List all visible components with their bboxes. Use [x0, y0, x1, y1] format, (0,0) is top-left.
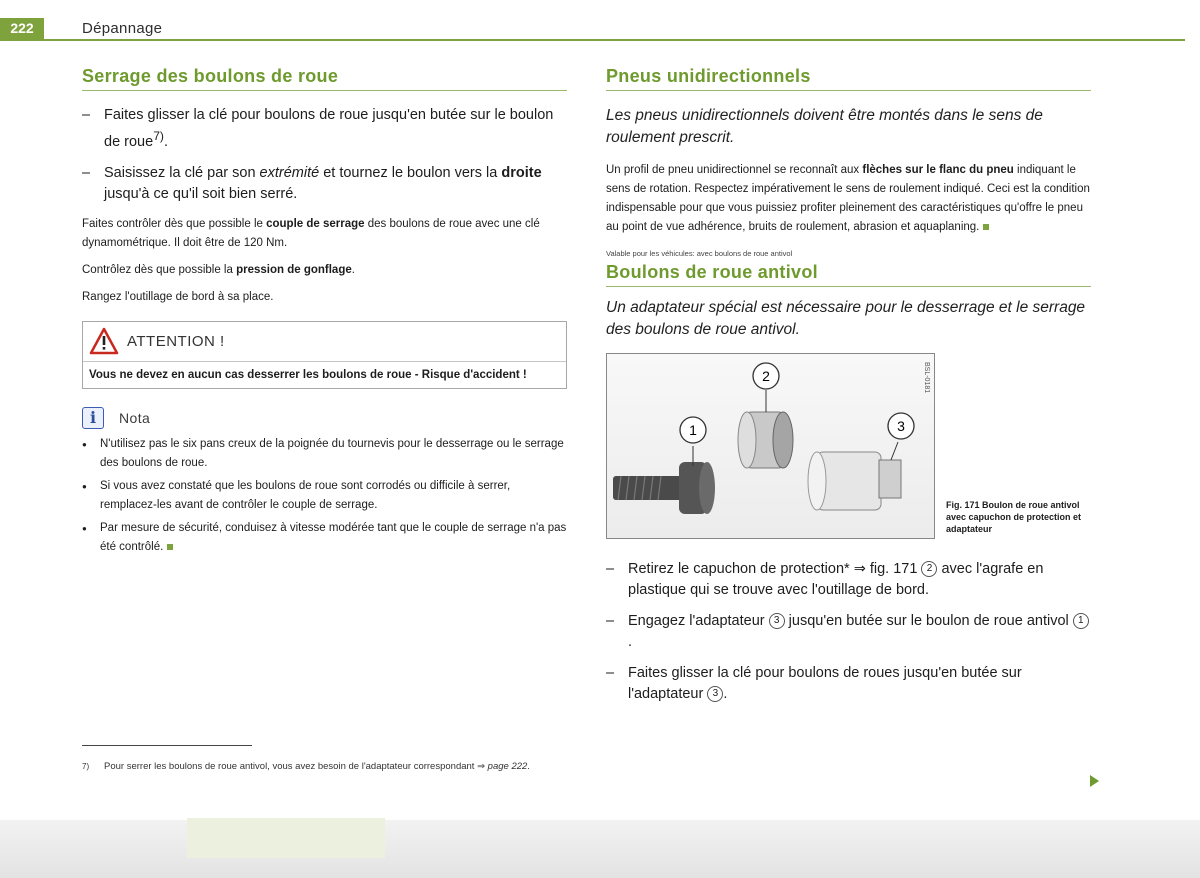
info-icon: i: [82, 407, 104, 429]
warning-box: [82, 321, 567, 389]
page-link[interactable]: page 222: [487, 761, 528, 772]
figure-171: [606, 353, 935, 539]
footnote-rule: [82, 745, 252, 746]
page-bottom-band: [0, 820, 1200, 878]
footnote: 7) Pour serrer les boulons de roue antivol, vous avez besoin de l'adaptateur correspondant ⇒ page 222.: [82, 761, 530, 772]
directional-lead: Les pneus unidirectionnels doivent être montés dans le sens de roulement prescrit.: [606, 107, 1043, 146]
footnote-ref[interactable]: 7): [153, 129, 164, 143]
validity-note: Valable pour les véhicules: avec boulons de roue antivol: [606, 249, 793, 258]
ref-circle: 3: [707, 686, 723, 702]
tightening-steps: [82, 105, 567, 205]
warning-label: ATTENTION !: [127, 332, 225, 350]
ref-circle: 1: [1073, 613, 1089, 629]
running-section-title: Dépannage: [82, 20, 163, 37]
note-label: Nota: [119, 409, 151, 426]
figure-row: [606, 353, 1091, 539]
page-header: [0, 18, 1200, 40]
end-mark-icon: [983, 224, 989, 230]
page-bottom-tab: [187, 818, 385, 858]
svg-text:2: 2: [762, 368, 770, 384]
step-item: – Retirez le capuchon de protection* ⇒ fig. 171 2 avec l'agrafe en plastique qui se trouve avec l'outillage de bord.: [606, 559, 1091, 601]
heading-anti-theft-bolts: Boulons de roue antivol: [606, 262, 1091, 287]
step-item: – Faites glisser la clé pour boulons de roues jusqu'en butée sur l'adaptateur 3 .: [606, 663, 1091, 705]
step-item: – Engagez l'adaptateur 3 jusqu'en butée sur le boulon de roue antivol 1.: [606, 611, 1091, 653]
warning-text: Vous ne devez en aucun cas desserrer les boulons de roue - Risque d'accident !: [89, 368, 527, 381]
bolt-shaft-icon: [613, 476, 683, 500]
step-item: – Saisissez la clé par son extrémité et tournez le boulon vers la droite jusqu'à ce qu'il soit bien serré.: [82, 163, 567, 205]
svg-text:1: 1: [689, 422, 697, 438]
note-list: [82, 435, 567, 557]
store-tools-paragraph: Rangez l'outillage de bord à sa place.: [82, 290, 274, 303]
figure-caption: Fig. 171 Boulon de roue antivol avec capuchon de protection et adaptateur: [946, 500, 1082, 534]
anti-theft-bolt-illustration: [607, 354, 934, 538]
ref-circle: 2: [921, 561, 937, 577]
label-2: [753, 363, 779, 389]
footnote-mark: 7): [82, 762, 90, 771]
note-header: [82, 407, 567, 429]
heading-wheel-bolt-tightening: Serrage des boulons de roue: [82, 66, 567, 91]
anti-theft-lead: Un adaptateur spécial est nécessaire pour le desserrage et le serrage des boulons de roue antivol.: [606, 299, 1086, 338]
pressure-paragraph: Contrôlez dès que possible la pression de gonflage.: [82, 263, 355, 276]
header-rule: [0, 39, 1185, 41]
svg-text:3: 3: [897, 418, 905, 434]
torque-paragraph: Faites contrôler dès que possible le couple de serrage des boulons de roue avec une clé dynamométrique. Il doit être de 120 Nm.: [82, 217, 540, 249]
right-column: [606, 66, 1091, 715]
end-mark-icon: [167, 544, 173, 550]
continue-arrow-icon[interactable]: [1090, 775, 1099, 787]
heading-directional-tyres: Pneus unidirectionnels: [606, 66, 1091, 91]
label-3: [888, 413, 914, 439]
anti-theft-steps: [606, 559, 1091, 705]
directional-paragraph: Un profil de pneu unidirectionnel se reconnaît aux flèches sur le flanc du pneu indiquant le sens de rotation. Respectez impérativement le sens de roulement indiqué. Ceci est la condition indispensable pour que vous puissiez profiter pleinement des caractéristiques qu'offre le pneu au point de vue adhérence, bruits de roulement, abrasion et aquaplaning.: [606, 164, 1090, 233]
note-item: ● Par mesure de sécurité, conduisez à vitesse modérée tant que le couple de serrage n'a pas été contrôlé.: [82, 519, 567, 557]
note-item: ● Si vous avez constaté que les boulons de roue sont corrodés ou difficile à serrer, remplacez-les avant de contrôler le couple de serrage.: [82, 477, 567, 515]
label-1: [680, 417, 706, 443]
step-item: – Faites glisser la clé pour boulons de roue jusqu'en butée sur le boulon de roue$^{7)}$.: [82, 105, 567, 153]
figure-code: BSL-0181: [923, 362, 930, 394]
ref-circle: 3: [769, 613, 785, 629]
note-item: ● N'utilisez pas le six pans creux de la poignée du tournevis pour le desserrage ou le serrage des boulons de roue.: [82, 435, 567, 473]
left-column: [82, 66, 567, 561]
page-number: 222: [0, 18, 44, 39]
warning-triangle-icon: [89, 327, 119, 355]
